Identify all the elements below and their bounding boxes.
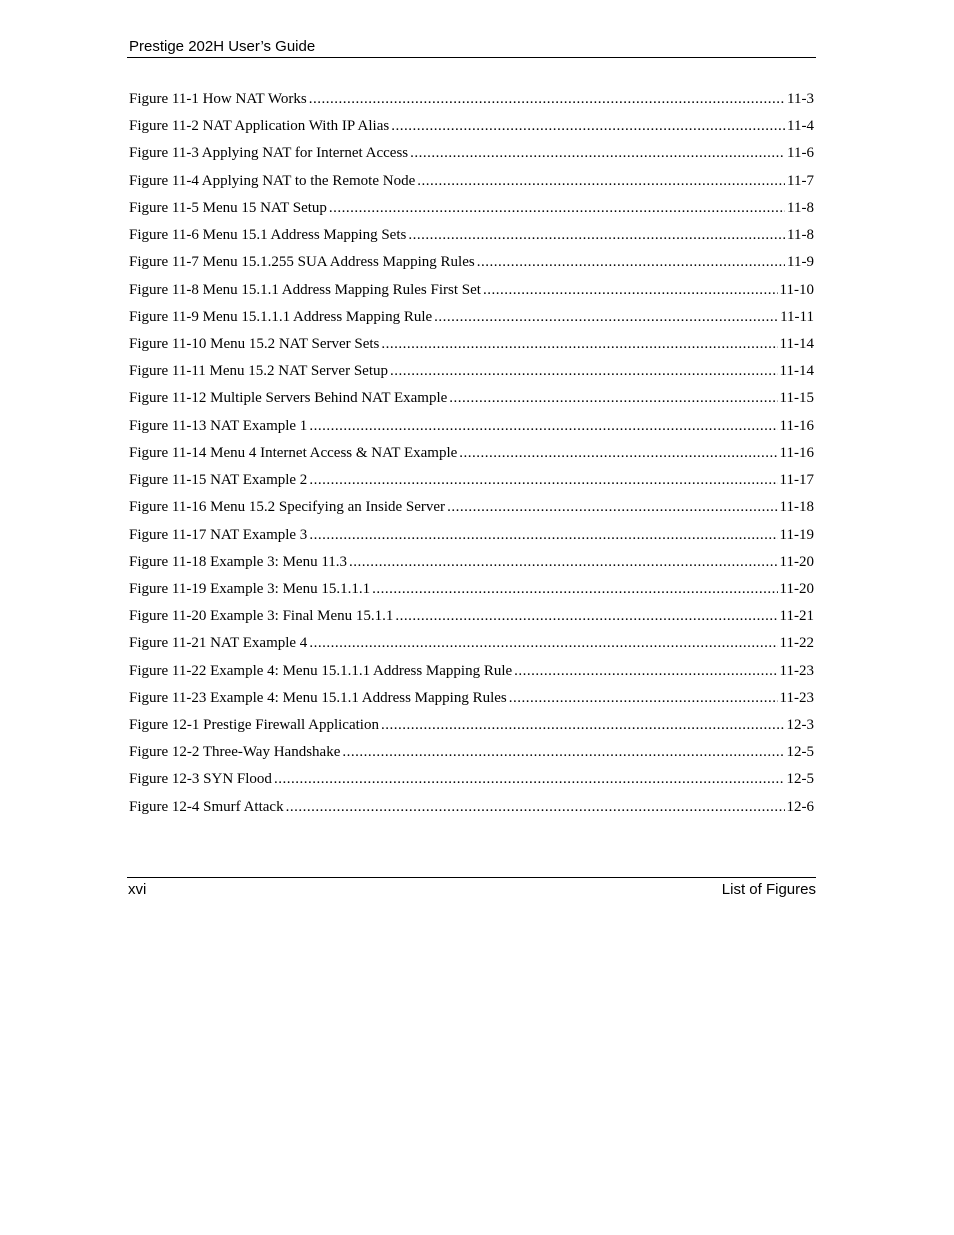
toc-entry-title: Figure 11-22 Example 4: Menu 15.1.1.1 Address Mapping Rule bbox=[129, 662, 513, 679]
toc-entry-title: Figure 11-17 NAT Example 3 bbox=[129, 526, 308, 543]
dot-leader bbox=[381, 332, 777, 356]
dot-leader bbox=[477, 250, 785, 274]
toc-entry-page-number: 11-16 bbox=[779, 417, 814, 434]
toc-entry[interactable] bbox=[129, 795, 814, 822]
footer-section-title: List of Figures bbox=[721, 881, 816, 898]
toc-entry-title: Figure 11-1 How NAT Works bbox=[129, 91, 307, 107]
dot-leader bbox=[459, 441, 777, 465]
toc-entry[interactable] bbox=[129, 223, 814, 250]
dot-leader bbox=[342, 740, 784, 764]
toc-entry-title: Figure 11-23 Example 4: Menu 15.1.1 Address Mapping Rules bbox=[129, 689, 507, 706]
toc-entry[interactable] bbox=[129, 767, 814, 794]
toc-entry[interactable] bbox=[129, 278, 814, 305]
toc-entry[interactable] bbox=[129, 550, 814, 577]
dot-leader bbox=[309, 468, 777, 492]
toc-entry-title: Figure 11-8 Menu 15.1.1 Address Mapping Rules First Set bbox=[129, 281, 481, 298]
toc-entry-page-number: 11-6 bbox=[787, 145, 814, 162]
toc-entry[interactable] bbox=[129, 659, 814, 686]
dot-leader bbox=[390, 359, 778, 383]
toc-entry-title: Figure 11-6 Menu 15.1 Address Mapping Sets bbox=[129, 227, 407, 244]
toc-entry[interactable] bbox=[129, 468, 814, 495]
toc-entry-title: Figure 11-9 Menu 15.1.1.1 Address Mapping Rule bbox=[129, 308, 433, 325]
toc-entry[interactable] bbox=[129, 604, 814, 631]
dot-leader bbox=[391, 114, 785, 138]
toc-entry[interactable] bbox=[129, 305, 814, 332]
toc-entry[interactable] bbox=[129, 441, 814, 468]
toc-entry-page-number: 11-3 bbox=[787, 91, 814, 107]
toc-entry[interactable] bbox=[129, 332, 814, 359]
toc-entry[interactable] bbox=[129, 686, 814, 713]
toc-entry-title: Figure 11-7 Menu 15.1.255 SUA Address Mapping Rules bbox=[129, 254, 475, 271]
toc-entry[interactable] bbox=[129, 250, 814, 277]
toc-entry-page-number: 11-8 bbox=[787, 227, 814, 244]
toc-entry-page-number: 11-19 bbox=[779, 526, 814, 543]
dot-leader bbox=[483, 278, 778, 302]
toc-entry[interactable] bbox=[129, 740, 814, 767]
toc-entry-page-number: 11-4 bbox=[787, 118, 814, 135]
dot-leader bbox=[329, 196, 785, 220]
toc-entry-title: Figure 12-4 Smurf Attack bbox=[129, 798, 284, 815]
toc-entry-title: Figure 11-4 Applying NAT to the Remote Node bbox=[129, 172, 416, 189]
toc-entry-title: Figure 11-14 Menu 4 Internet Access & NAT Example bbox=[129, 444, 458, 461]
dot-leader bbox=[286, 795, 785, 819]
toc-entry[interactable] bbox=[129, 359, 814, 386]
toc-entry-page-number: 11-14 bbox=[779, 363, 814, 380]
toc-entry[interactable] bbox=[129, 196, 814, 223]
toc-entry-page-number: 11-18 bbox=[779, 499, 814, 516]
dot-leader bbox=[309, 631, 777, 655]
toc-entry-page-number: 11-8 bbox=[787, 199, 814, 216]
header-title: Prestige 202H User’s Guide bbox=[129, 38, 316, 55]
toc-entry-title: Figure 11-10 Menu 15.2 NAT Server Sets bbox=[129, 335, 380, 352]
toc-entry-title: Figure 12-3 SYN Flood bbox=[129, 771, 272, 788]
dot-leader bbox=[514, 659, 777, 683]
toc-entry-page-number: 12-3 bbox=[786, 717, 814, 734]
toc-entry[interactable] bbox=[129, 495, 814, 522]
toc-entry-title: Figure 12-1 Prestige Firewall Application bbox=[129, 717, 379, 734]
toc-entry-page-number: 11-15 bbox=[779, 390, 814, 407]
dot-leader bbox=[509, 686, 778, 710]
page-footer bbox=[127, 877, 816, 898]
toc-entry[interactable] bbox=[129, 386, 814, 413]
toc-entry-page-number: 11-21 bbox=[779, 608, 814, 625]
dot-leader bbox=[434, 305, 778, 329]
dot-leader bbox=[417, 169, 785, 193]
toc-entry-title: Figure 11-3 Applying NAT for Internet Access bbox=[129, 145, 409, 162]
toc-entry-title: Figure 11-11 Menu 15.2 NAT Server Setup bbox=[129, 363, 388, 380]
toc-entry-page-number: 11-16 bbox=[779, 444, 814, 461]
dot-leader bbox=[449, 386, 777, 410]
dot-leader bbox=[410, 141, 785, 165]
toc-entry[interactable] bbox=[129, 523, 814, 550]
toc-entry-page-number: 11-11 bbox=[780, 308, 814, 325]
toc-entry-page-number: 11-17 bbox=[779, 472, 814, 489]
toc-entry-page-number: 11-7 bbox=[787, 172, 814, 189]
dot-leader bbox=[274, 767, 785, 791]
toc-entry[interactable] bbox=[129, 577, 814, 604]
toc-entry-title: Figure 11-13 NAT Example 1 bbox=[129, 417, 308, 434]
toc-entry-page-number: 11-20 bbox=[779, 580, 814, 597]
toc-entry[interactable] bbox=[129, 87, 814, 114]
dot-leader bbox=[447, 495, 777, 519]
dot-leader bbox=[381, 713, 785, 737]
dot-leader bbox=[309, 523, 777, 547]
toc-entry-title: Figure 11-12 Multiple Servers Behind NAT Example bbox=[129, 390, 448, 407]
toc-entry-page-number: 12-5 bbox=[786, 771, 814, 788]
toc-entry[interactable] bbox=[129, 141, 814, 168]
footer-page-number: xvi bbox=[128, 881, 147, 898]
toc-entry[interactable] bbox=[129, 713, 814, 740]
toc-entry-page-number: 11-9 bbox=[787, 254, 814, 271]
toc-entry[interactable] bbox=[129, 414, 814, 441]
toc-entry-title: Figure 11-16 Menu 15.2 Specifying an Inside Server bbox=[129, 499, 446, 516]
toc-entry-page-number: 12-6 bbox=[786, 798, 814, 815]
toc-entry-title: Figure 11-2 NAT Application With IP Alias bbox=[129, 118, 390, 135]
dot-leader bbox=[408, 223, 785, 247]
page-header bbox=[127, 36, 816, 58]
toc-entry-title: Figure 11-18 Example 3: Menu 11.3 bbox=[129, 553, 348, 570]
toc-entry-title: Figure 12-2 Three-Way Handshake bbox=[129, 744, 341, 761]
toc-entry-page-number: 11-22 bbox=[779, 635, 814, 652]
toc-entry-page-number: 11-20 bbox=[779, 553, 814, 570]
dot-leader bbox=[395, 604, 777, 628]
toc-entry-page-number: 11-23 bbox=[779, 662, 814, 679]
toc-entry-title: Figure 11-15 NAT Example 2 bbox=[129, 472, 308, 489]
list-of-figures bbox=[129, 87, 814, 822]
toc-entry-title: Figure 11-5 Menu 15 NAT Setup bbox=[129, 199, 327, 216]
dot-leader bbox=[349, 550, 778, 574]
dot-leader bbox=[372, 577, 777, 601]
toc-entry-title: Figure 11-19 Example 3: Menu 15.1.1.1 bbox=[129, 580, 371, 597]
toc-entry-page-number: 11-14 bbox=[779, 335, 814, 352]
toc-entry-page-number: 11-23 bbox=[779, 689, 814, 706]
toc-entry-page-number: 11-10 bbox=[779, 281, 814, 298]
toc-entry[interactable] bbox=[129, 631, 814, 658]
toc-entry[interactable] bbox=[129, 114, 814, 141]
toc-entry-page-number: 12-5 bbox=[786, 744, 814, 761]
dot-leader bbox=[309, 87, 785, 111]
toc-entry[interactable] bbox=[129, 169, 814, 196]
toc-entry-title: Figure 11-20 Example 3: Final Menu 15.1.1 bbox=[129, 608, 394, 625]
toc-entry-title: Figure 11-21 NAT Example 4 bbox=[129, 635, 308, 652]
dot-leader bbox=[309, 414, 777, 438]
